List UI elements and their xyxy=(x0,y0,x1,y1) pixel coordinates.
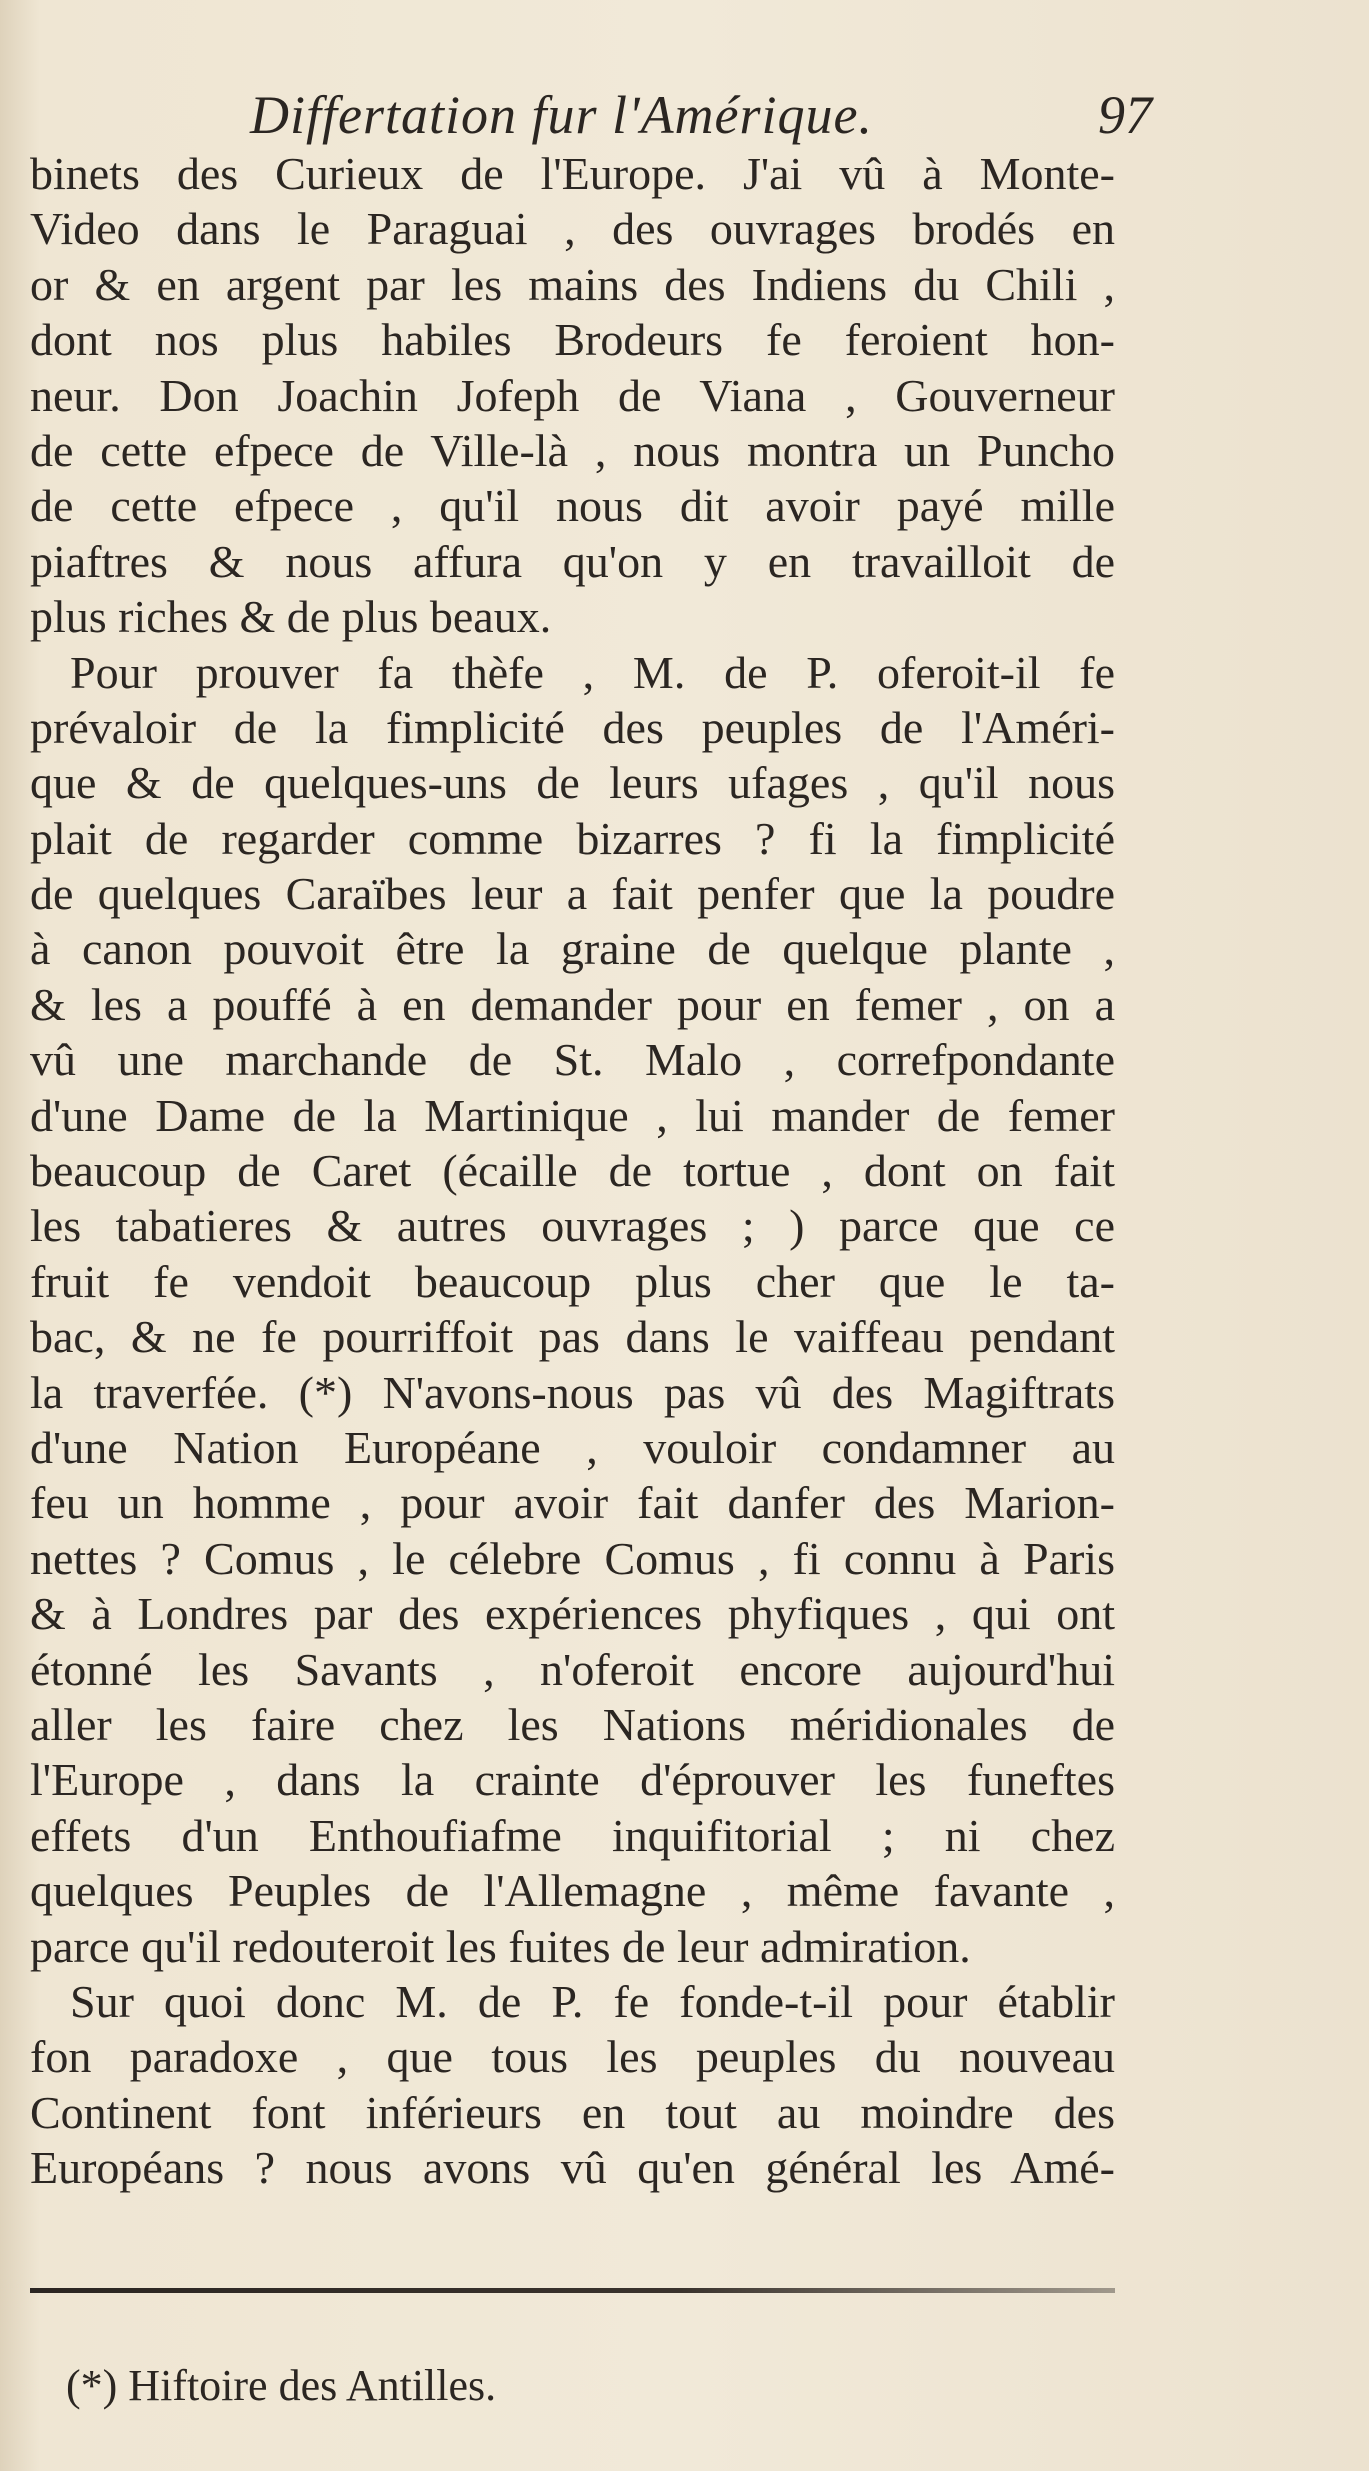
footnote-rule xyxy=(30,2288,1115,2293)
text-line: neur. Don Joachin Jofeph de Viana , Gouverneur xyxy=(30,369,1115,421)
text-line: d'une Dame de la Martinique , lui mander de femer xyxy=(30,1089,1115,1141)
page-header xyxy=(250,84,1150,154)
page-number: 97 xyxy=(1098,85,1152,145)
text-line: de cette efpece de Ville-là , nous montra un Puncho xyxy=(30,424,1115,476)
text-line: quelques Peuples de l'Allemagne , même favante , xyxy=(30,1865,1115,1917)
body-text xyxy=(30,146,1115,2195)
footnote: (*) Hiftoire des Antilles. xyxy=(66,2361,497,2410)
text-line: plait de regarder comme bizarres ? fi la fimplicité xyxy=(30,812,1115,864)
text-line: de quelques Caraïbes leur a fait penfer que la poudre xyxy=(30,868,1115,920)
text-line: dont nos plus habiles Brodeurs fe feroient hon- xyxy=(30,314,1115,366)
text-line: que & de quelques-uns de leurs ufages , qu'il nous xyxy=(30,757,1115,809)
text-line: binets des Curieux de l'Europe. J'ai vû à Monte- xyxy=(30,148,1115,199)
text-line: or & en argent par les mains des Indiens du Chili , xyxy=(30,258,1115,310)
text-line: étonné les Savants , n'oferoit encore aujourd'hui xyxy=(30,1643,1115,1695)
text-line: prévaloir de la fimplicité des peuples de l'Améri- xyxy=(30,701,1115,753)
text-line: d'une Nation Européane , vouloir condamner au xyxy=(30,1421,1115,1473)
text-line: les tabatieres & autres ouvrages ; ) parce que ce xyxy=(30,1200,1115,1252)
text-line: fon paradoxe , que tous les peuples du nouveau xyxy=(30,2031,1115,2083)
text-line: plus riches & de plus beaux. xyxy=(30,591,552,643)
text-line: bac, & ne fe pourriffoit pas dans le vaiffeau pendant xyxy=(30,1311,1115,1363)
text-line: piaftres & nous affura qu'on y en travailloit de xyxy=(30,535,1115,587)
text-line: feu un homme , pour avoir fait danfer des Marion- xyxy=(30,1477,1115,1529)
text-line: & à Londres par des expériences phyfiques , qui ont xyxy=(30,1588,1115,1640)
text-line: l'Europe , dans la crainte d'éprouver les funeftes xyxy=(30,1754,1115,1806)
text-line: Continent font inférieurs en tout au moindre des xyxy=(30,2086,1115,2138)
text-line: aller les faire chez les Nations méridionales de xyxy=(30,1698,1115,1750)
text-line: parce qu'il redouteroit les fuites de leur admiration. xyxy=(30,1920,971,1972)
text-line: Video dans le Paraguai , des ouvrages brodés en xyxy=(30,203,1115,255)
running-title: Differtation fur l'Amérique. xyxy=(250,85,874,145)
text-line: Sur quoi donc M. de P. fe fonde-t-il pour établir xyxy=(70,1975,1115,2027)
text-line: vû une marchande de St. Malo , correfpondante xyxy=(30,1034,1115,1086)
text-line: Européans ? nous avons vû qu'en général les Amé- xyxy=(30,2142,1115,2194)
text-line: nettes ? Comus , le célebre Comus , fi connu à Paris xyxy=(30,1532,1115,1584)
text-line: & les a pouffé à en demander pour en femer , on a xyxy=(30,978,1115,1030)
text-line: effets d'un Enthoufiafme inquifitorial ; ni chez xyxy=(30,1809,1115,1861)
text-line: fruit fe vendoit beaucoup plus cher que le ta- xyxy=(30,1255,1115,1307)
text-line: beaucoup de Caret (écaille de tortue , dont on fait xyxy=(30,1145,1115,1197)
text-line: à canon pouvoit être la graine de quelque plante , xyxy=(30,923,1115,975)
text-line: de cette efpece , qu'il nous dit avoir payé mille xyxy=(30,480,1115,532)
text-line: la traverfée. (*) N'avons-nous pas vû des Magiftrats xyxy=(30,1366,1115,1418)
text-line: Pour prouver fa thèfe , M. de P. oferoit-il fe xyxy=(70,646,1115,698)
